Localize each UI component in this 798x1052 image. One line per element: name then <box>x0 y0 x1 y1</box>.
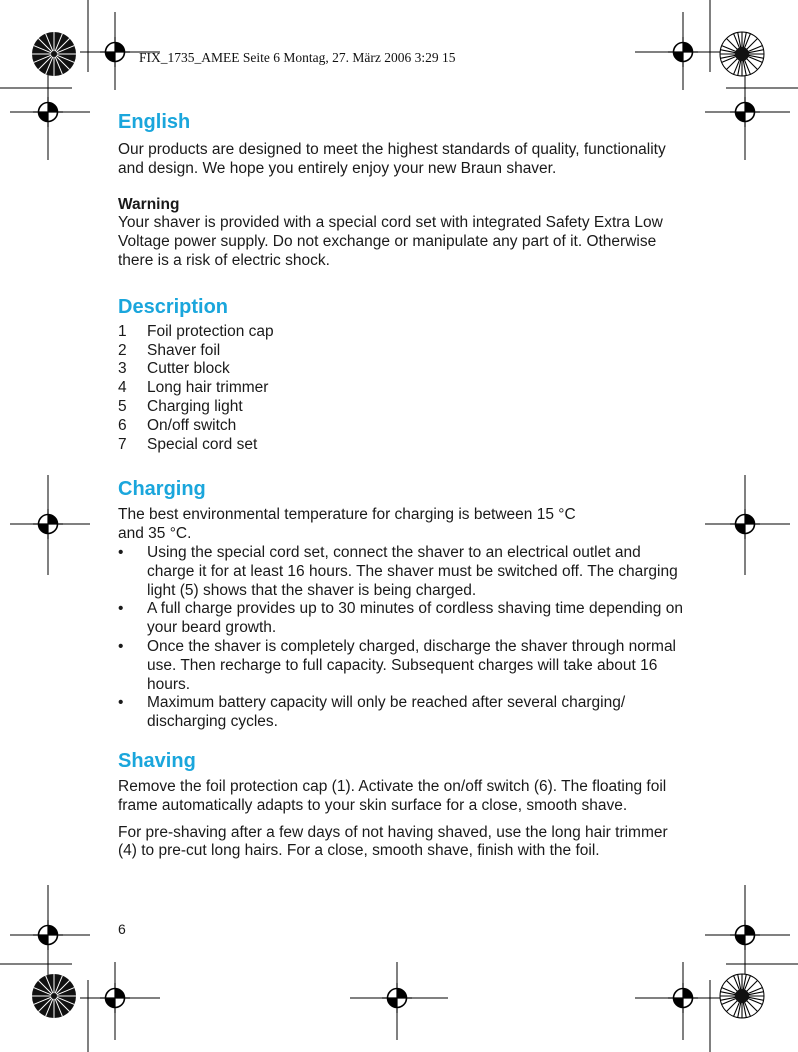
registration-mark-icon <box>33 920 63 950</box>
intro-paragraph: Our products are designed to meet the highest standards of quality, functionality and design. We hope you entirely enjoy your new Braun shaver. <box>118 141 666 177</box>
registration-mark-icon <box>668 983 698 1013</box>
page-number: 6 <box>118 921 126 937</box>
warning-text: Your shaver is provided with a special cord set with integrated Safety Extra Low Voltage power supply. Do not exchange or manipulate any part of it. Otherwise there is a risk of electric shock. <box>118 214 663 269</box>
registration-mark-icon <box>382 983 412 1013</box>
list-item: • Maximum battery capacity will only be reached after several charging/ discharging cycles. <box>118 694 626 731</box>
list-item: 6 On/off switch <box>118 416 237 434</box>
shaving-paragraph-2: For pre-shaving after a few days of not having shaved, use the long hair trimmer (4) to pre-cut long hairs. For a close, smooth shave, finish with the foil. <box>118 823 668 860</box>
shaving-paragraph-1: Remove the foil protection cap (1). Activate the on/off switch (6). The floating foil frame automatically adapts to your skin surface for a close, smooth shave. <box>118 777 667 814</box>
list-item: • Using the special cord set, connect the shaver to an electrical outlet and charge it for at least 16 hours. The shaver must be switched off. The charging light (5) shows that the shaver is being charged. <box>118 543 678 599</box>
starburst-target-icon <box>32 974 76 1018</box>
registration-mark-icon <box>730 509 760 539</box>
registration-mark-icon <box>33 97 63 127</box>
manual-content <box>118 110 688 861</box>
registration-mark-icon <box>100 983 130 1013</box>
list-item: 1 Foil protection cap <box>118 322 274 340</box>
description-heading: Description <box>118 295 229 318</box>
list-item: • Once the shaver is completely charged, discharge the shaver through normal use. Then recharge to full capacity. Subsequent charges will take about 16 hours. <box>118 637 677 693</box>
charging-intro: The best environmental temperature for charging is between 15 °C and 35 °C. <box>118 506 576 543</box>
description-list <box>118 323 688 455</box>
registration-mark-icon <box>33 509 63 539</box>
shaving-heading: Shaving <box>118 749 196 772</box>
english-heading: English <box>118 111 191 133</box>
registration-mark-icon <box>730 97 760 127</box>
list-item: • A full charge provides up to 30 minutes of cordless shaving time depending on your beard growth. <box>118 600 683 637</box>
list-item: 2 Shaver foil <box>118 341 221 359</box>
list-item: 4 Long hair trimmer <box>118 379 269 397</box>
registration-mark-icon <box>668 37 698 67</box>
charging-heading: Charging <box>118 478 206 501</box>
starburst-target-icon <box>32 32 76 76</box>
charging-bullets <box>118 544 688 732</box>
starburst-target-icon <box>720 32 764 76</box>
list-item: 5 Charging light <box>118 397 243 415</box>
list-item: 7 Special cord set <box>118 435 258 453</box>
registration-mark-icon <box>100 37 130 67</box>
list-item: 3 Cutter block <box>118 360 230 378</box>
warning-title: Warning <box>118 195 180 213</box>
registration-mark-icon <box>730 920 760 950</box>
starburst-target-icon <box>720 974 764 1018</box>
print-slug-line: FIX_1735_AMEE Seite 6 Montag, 27. März 2006 3:29 15 <box>139 50 456 65</box>
